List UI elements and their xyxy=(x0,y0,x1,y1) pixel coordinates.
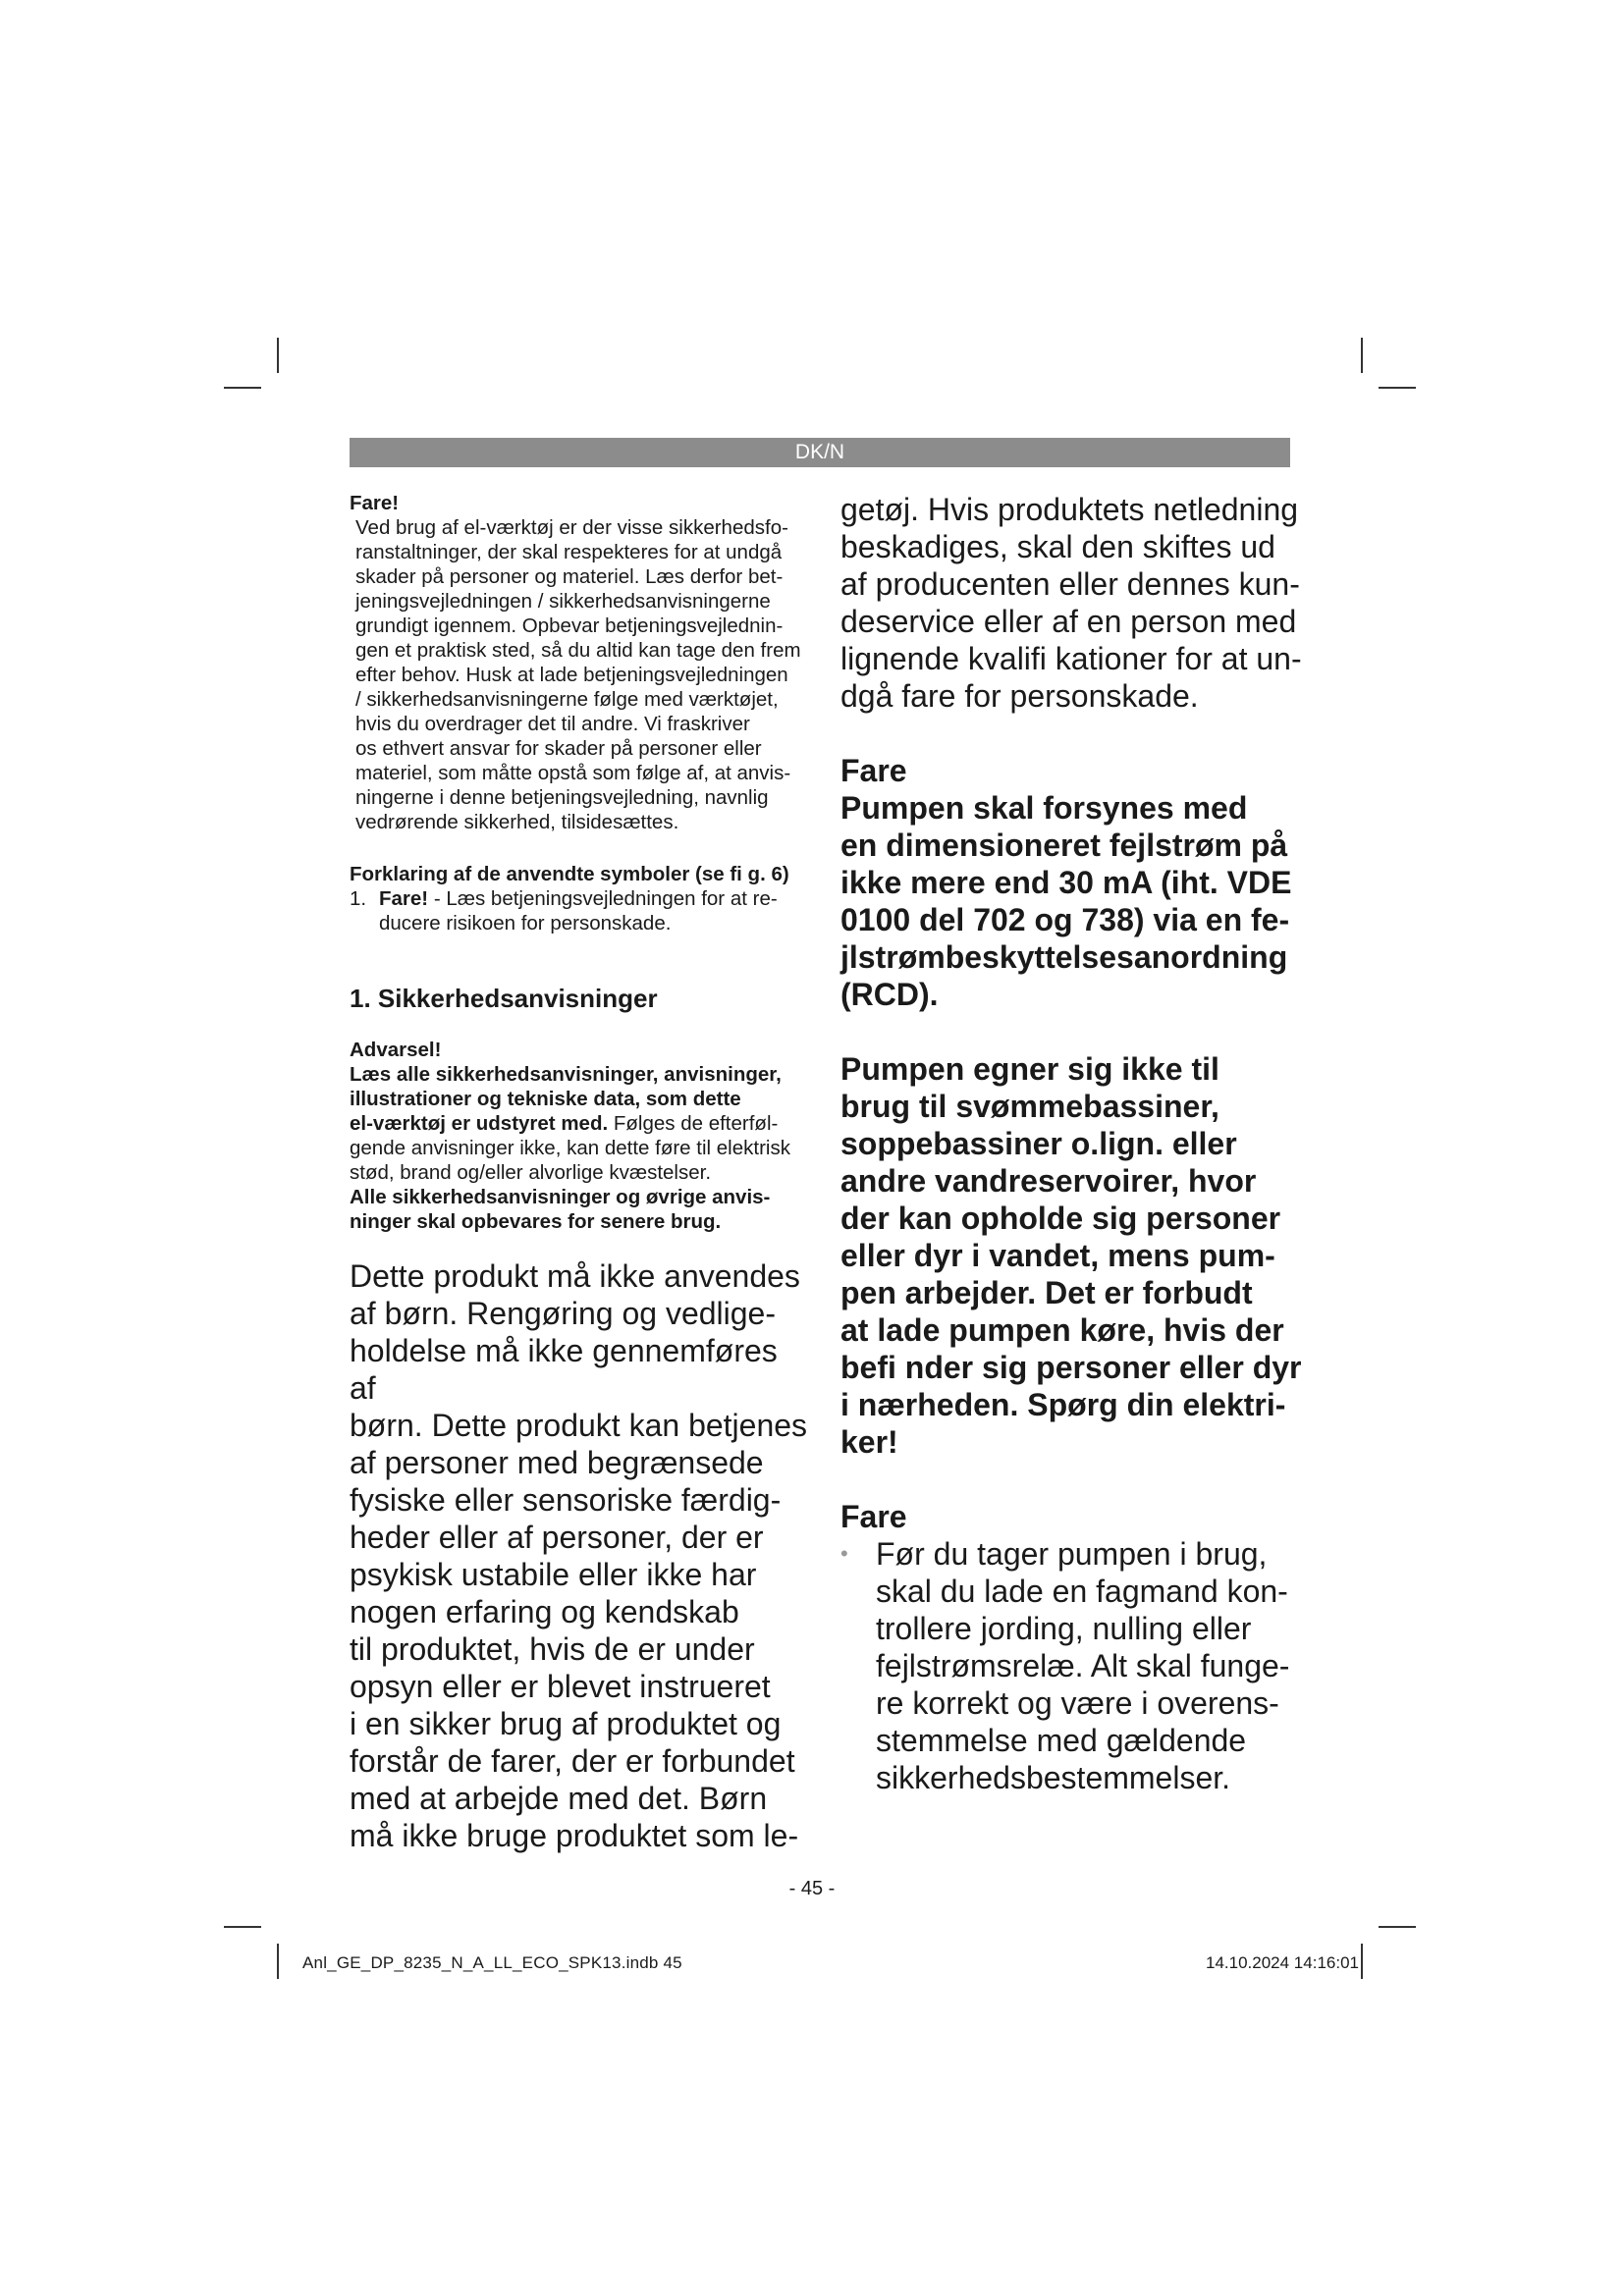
text-line: fejlstrømsrelæ. Alt skal funge- xyxy=(876,1648,1290,1683)
text-line: Ved brug af el-værktøj er der visse sikkerhedsfo- xyxy=(355,516,788,539)
text-line: skal du lade en fagmand kon- xyxy=(876,1574,1288,1609)
text-line: hvis du overdrager det til andre. Vi fraskriver xyxy=(355,713,750,735)
pool-warning xyxy=(840,1050,1310,1461)
section-title: 1. Sikkerhedsanvisninger xyxy=(350,984,658,1013)
text-line: pen arbejder. Det er forbudt xyxy=(840,1275,1253,1310)
left-column xyxy=(350,491,811,1854)
text-line: Før du tager pumpen i brug, xyxy=(876,1536,1268,1572)
symbols-title: Forklaring af de anvendte symboler (se fi g. 6) xyxy=(350,863,789,885)
crop-mark xyxy=(277,338,279,373)
text-line: eller dyr i vandet, mens pum- xyxy=(840,1238,1275,1273)
fare-heading: Fare xyxy=(840,753,907,788)
text-line: jeningsvejledningen / sikkerhedsanvisningerne xyxy=(355,590,771,613)
text-line: Pumpen skal forsynes med xyxy=(840,790,1248,826)
text-line: 0100 del 702 og 738) via en fe- xyxy=(840,902,1290,937)
text-line: illustrationer og tekniske data, som dette xyxy=(350,1088,741,1110)
text-line: ikke mere end 30 mA (iht. VDE xyxy=(840,865,1292,900)
crop-mark xyxy=(224,387,261,389)
crop-mark xyxy=(224,1926,261,1928)
symbol-item xyxy=(350,886,811,935)
advarsel-paragraph xyxy=(350,1062,811,1234)
text-line: i nærheden. Spørg din elektri- xyxy=(840,1387,1286,1422)
text-line: / sikkerhedsanvisningerne følge med værktøjet, xyxy=(355,688,779,711)
crop-mark xyxy=(1379,1926,1416,1928)
text-line: jlstrømbeskyttelsesanordning xyxy=(840,939,1288,975)
text-line: re korrekt og være i overens- xyxy=(876,1685,1279,1721)
text-line: sikkerhedsbestemmelser. xyxy=(876,1760,1231,1795)
fare-title: Fare! xyxy=(350,492,400,514)
text-line: børn. Dette produkt kan betjenes xyxy=(350,1408,808,1443)
text-line: stød, brand og/eller alvorlige kvæstelser. xyxy=(350,1161,712,1184)
symbol-desc: - Læs betjeningsvejledningen for at re- xyxy=(428,887,778,910)
text-line: skader på personer og materiel. Læs derfor bet- xyxy=(355,565,784,588)
fare-paragraph xyxy=(355,515,811,834)
crop-mark xyxy=(1379,387,1416,389)
text-line: brug til svømmebassiner, xyxy=(840,1089,1219,1124)
crop-mark xyxy=(1361,1944,1363,1979)
text-line: af producenten eller dennes kun- xyxy=(840,566,1300,602)
text-line: stemmelse med gældende xyxy=(876,1723,1247,1758)
text-line: Læs alle sikkerhedsanvisninger, anvisninger, xyxy=(350,1063,782,1086)
text-line: med at arbejde med det. Børn xyxy=(350,1781,768,1816)
rcd-warning xyxy=(840,789,1310,1013)
text-line: ducere risikoen for personskade. xyxy=(379,912,672,934)
text-line: en dimensioneret fejlstrøm på xyxy=(840,828,1288,863)
text-line: befi nder sig personer eller dyr xyxy=(840,1350,1302,1385)
text-line: andre vandreservoirer, hvor xyxy=(840,1163,1257,1199)
language-header: DK/N xyxy=(350,438,1290,467)
text-line: forstår de farer, der er forbundet xyxy=(350,1743,795,1779)
file-info: Anl_GE_DP_8235_N_A_LL_ECO_SPK13.indb 45 xyxy=(302,1953,682,1972)
crop-mark xyxy=(1361,338,1363,373)
text-line: Pumpen egner sig ikke til xyxy=(840,1051,1219,1087)
text-line: gen et praktisk sted, så du altid kan tage den frem xyxy=(355,639,801,662)
text-line: heder eller af personer, der er xyxy=(350,1520,764,1555)
text-line: af personer med begrænsede xyxy=(350,1445,764,1480)
text-line: lignende kvalifi kationer for at un- xyxy=(840,641,1302,676)
fare-heading-2: Fare xyxy=(840,1499,907,1534)
text-line: materiel, som måtte opstå som følge af, at anvis- xyxy=(355,762,791,784)
continuation-paragraph xyxy=(840,491,1310,715)
text-line: ranstaltninger, der skal respekteres for at undgå xyxy=(355,541,783,563)
text-line: ningerne i denne betjeningsvejledning, navnlig xyxy=(355,786,769,809)
bullet-icon: • xyxy=(840,1541,848,1566)
text-line: nogen erfaring og kendskab xyxy=(350,1594,739,1629)
text-line: vedrørende sikkerhed, tilsidesættes. xyxy=(355,811,679,833)
list-number: 1. xyxy=(350,887,367,910)
text-line: gende anvisninger ikke, kan dette føre til elektrisk xyxy=(350,1137,790,1159)
text-line: Alle sikkerhedsanvisninger og øvrige anvis- xyxy=(350,1186,771,1208)
text-line: deservice eller af en person med xyxy=(840,604,1297,639)
text-line: grundigt igennem. Opbevar betjeningsvejlednin- xyxy=(355,614,784,637)
text-line: Dette produkt må ikke anvendes xyxy=(350,1258,800,1294)
text-line: trollere jording, nulling eller xyxy=(876,1611,1252,1646)
text-line: soppebassiner o.lign. eller xyxy=(840,1126,1237,1161)
text-line: til produktet, hvis de er under xyxy=(350,1631,755,1667)
text-line: i en sikker brug af produktet og xyxy=(350,1706,782,1741)
text-normal: Følges de efterføl- xyxy=(608,1112,779,1135)
list-text xyxy=(379,886,778,935)
text-line: getøj. Hvis produktets netledning xyxy=(840,492,1299,527)
print-timestamp: 14.10.2024 14:16:01 xyxy=(1206,1953,1359,1972)
text-line: at lade pumpen køre, hvis der xyxy=(840,1312,1284,1348)
bullet-text xyxy=(876,1535,1289,1796)
text-line: der kan opholde sig personer xyxy=(840,1201,1281,1236)
text-line: ker! xyxy=(840,1424,898,1460)
text-line: dgå fare for personskade. xyxy=(840,678,1199,714)
page-number: - 45 - xyxy=(788,1878,836,1899)
crop-mark xyxy=(277,1944,279,1979)
text-line xyxy=(379,886,778,911)
text-line: opsyn eller er blevet instrueret xyxy=(350,1669,771,1704)
symbol-label: Fare! xyxy=(379,887,429,910)
text-line: fysiske eller sensoriske færdig- xyxy=(350,1482,782,1518)
text-line: beskadiges, skal den skiftes ud xyxy=(840,529,1275,564)
text-bold: el-værktøj er udstyret med. xyxy=(350,1112,609,1135)
text-line: efter behov. Husk at lade betjeningsvejledningen xyxy=(355,664,788,686)
children-warning xyxy=(350,1257,811,1854)
text-line: os ethvert ansvar for skader på personer eller xyxy=(355,737,762,760)
text-line: må ikke bruge produktet som le- xyxy=(350,1818,799,1853)
right-column xyxy=(840,491,1310,1796)
text-line: holdelse må ikke gennemføres af xyxy=(350,1333,778,1406)
text-line: psykisk ustabile eller ikke har xyxy=(350,1557,757,1592)
text-line xyxy=(350,1111,811,1136)
bullet-item xyxy=(840,1535,1310,1796)
text-line: ninger skal opbevares for senere brug. xyxy=(350,1210,722,1233)
text-line: af børn. Rengøring og vedlige- xyxy=(350,1296,776,1331)
advarsel-title: Advarsel! xyxy=(350,1039,442,1061)
text-line: (RCD). xyxy=(840,977,939,1012)
